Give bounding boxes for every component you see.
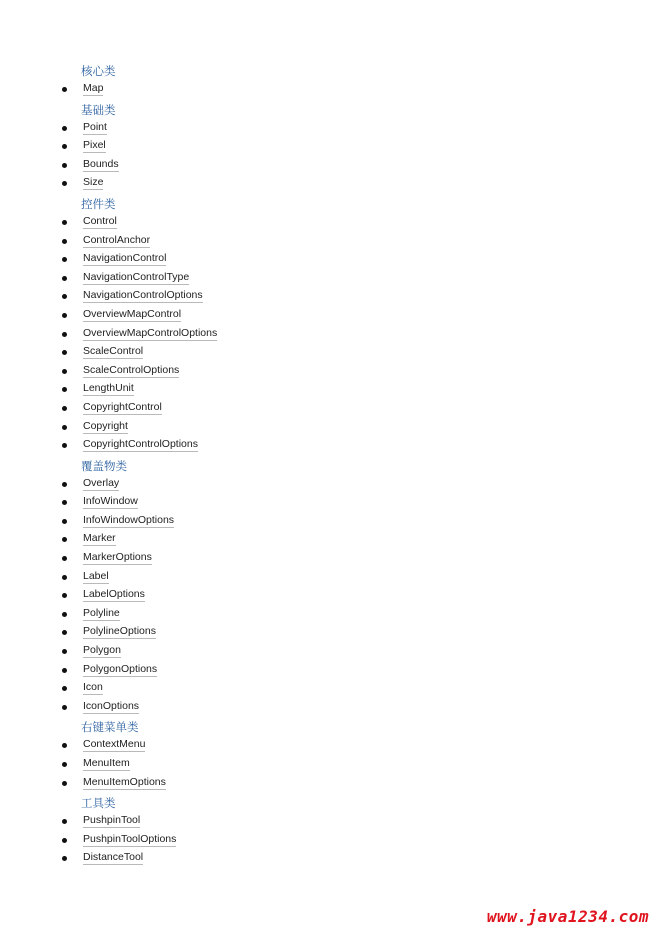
class-link[interactable]: PolygonOptions [83,662,158,675]
class-link[interactable]: NavigationControlType [83,270,190,283]
list-item [0,232,663,251]
class-link[interactable]: Pixel [83,139,106,152]
bullet-icon [62,220,67,225]
bullet-icon [62,163,67,168]
bullet-icon [62,612,67,617]
bullet-icon [62,443,67,448]
bullet-icon [62,387,67,392]
list-item [0,80,663,99]
list-item [0,568,663,587]
class-link[interactable]: Copyright [83,419,128,432]
class-link[interactable]: Marker [83,532,116,545]
list-item [0,250,663,269]
bullet-icon [62,294,67,299]
class-list [0,213,663,455]
class-link[interactable]: OverviewMapControl [83,307,182,320]
bullet-icon [62,313,67,318]
list-item [0,325,663,344]
list-item [0,755,663,774]
class-link[interactable]: InfoWindow [83,495,138,508]
bullet-icon [62,276,67,281]
bullet-icon [62,743,67,748]
class-link[interactable]: ScaleControlOptions [83,363,180,376]
class-link[interactable]: PolylineOptions [83,625,156,638]
class-link[interactable]: MenuItem [83,757,130,769]
class-link[interactable]: CopyrightControl [83,400,162,413]
list-item [0,698,663,717]
bullet-icon [62,705,67,710]
bullet-icon [62,575,67,580]
class-link[interactable]: LengthUnit [83,382,134,395]
class-list [0,119,663,193]
list-item [0,605,663,624]
list-item [0,549,663,568]
list-item [0,399,663,418]
bullet-icon [62,425,67,430]
class-link[interactable]: IconOptions [83,699,140,712]
bullet-icon [62,762,67,767]
bullet-icon [62,257,67,262]
class-link[interactable]: Polygon [83,644,121,657]
class-link[interactable]: Point [83,120,107,133]
bullet-icon [62,126,67,131]
list-item [0,287,663,306]
bullet-icon [62,369,67,374]
list-item [0,362,663,381]
bullet-icon [62,593,67,598]
class-link[interactable]: MenuItemOptions [83,775,166,788]
list-item [0,174,663,193]
class-list [0,812,663,868]
class-link[interactable]: OverviewMapControlOptions [83,326,218,339]
list-item [0,661,663,680]
list-item [0,380,663,399]
bullet-icon [62,819,67,824]
list-item [0,306,663,325]
bullet-icon [62,181,67,186]
list-item [0,736,663,755]
bullet-icon [62,649,67,654]
bullet-icon [62,350,67,355]
list-item [0,530,663,549]
bullet-icon [62,781,67,786]
class-link[interactable]: Label [83,569,109,582]
bullet-icon [62,686,67,691]
class-list [0,736,663,792]
list-item [0,831,663,850]
bullet-icon [62,838,67,843]
bullet-icon [62,406,67,411]
list-item [0,137,663,156]
list-item [0,642,663,661]
list-item [0,493,663,512]
bullet-icon [62,537,67,542]
class-link[interactable]: CopyrightControlOptions [83,438,198,451]
class-link[interactable]: Control [83,214,117,227]
class-link[interactable]: ScaleControl [83,345,144,358]
bullet-icon [62,668,67,673]
section-heading: 基础类 [81,102,116,117]
list-item [0,512,663,531]
class-link[interactable]: Icon [83,681,103,694]
list-item [0,475,663,494]
section-heading: 工具类 [81,796,116,811]
bullet-icon [62,519,67,524]
list-item [0,849,663,868]
class-link[interactable]: PushpinToolOptions [83,832,177,845]
list-item [0,774,663,793]
class-link[interactable]: PushpinTool [83,814,141,827]
class-link[interactable]: Overlay [83,476,120,489]
bullet-icon [62,556,67,561]
list-item [0,679,663,698]
class-link[interactable]: LabelOptions [83,588,145,601]
bullet-icon [62,87,67,92]
class-list [0,80,663,99]
class-link[interactable]: Map [83,82,104,94]
list-item [0,343,663,362]
list-item [0,436,663,455]
class-link[interactable]: InfoWindowOptions [83,513,175,526]
bullet-icon [62,630,67,635]
list-item [0,586,663,605]
list-item [0,156,663,175]
section-heading: 右键菜单类 [81,720,139,735]
class-link[interactable]: Polyline [83,606,120,619]
list-item [0,418,663,437]
list-item [0,119,663,138]
section-heading: 覆盖物类 [81,458,127,473]
class-link[interactable]: DistanceTool [83,851,144,864]
class-list [0,475,663,717]
list-item [0,269,663,288]
class-link[interactable]: NavigationControl [83,252,167,265]
bullet-icon [62,332,67,337]
bullet-icon [62,500,67,505]
list-item [0,623,663,642]
class-link[interactable]: ContextMenu [83,738,146,751]
class-link[interactable]: Size [83,176,104,189]
list-item [0,213,663,232]
section-heading: 核心类 [81,64,116,78]
section-heading: 控件类 [81,196,116,211]
watermark: www.java1234.com [486,907,649,926]
class-link[interactable]: NavigationControlOptions [83,289,203,302]
class-link[interactable]: MarkerOptions [83,551,152,564]
class-link[interactable]: ControlAnchor [83,233,151,246]
class-link[interactable]: Bounds [83,157,119,170]
bullet-icon [62,239,67,244]
document-body [0,62,663,870]
bullet-icon [62,144,67,149]
bullet-icon [62,482,67,487]
list-item [0,812,663,831]
bullet-icon [62,856,67,861]
